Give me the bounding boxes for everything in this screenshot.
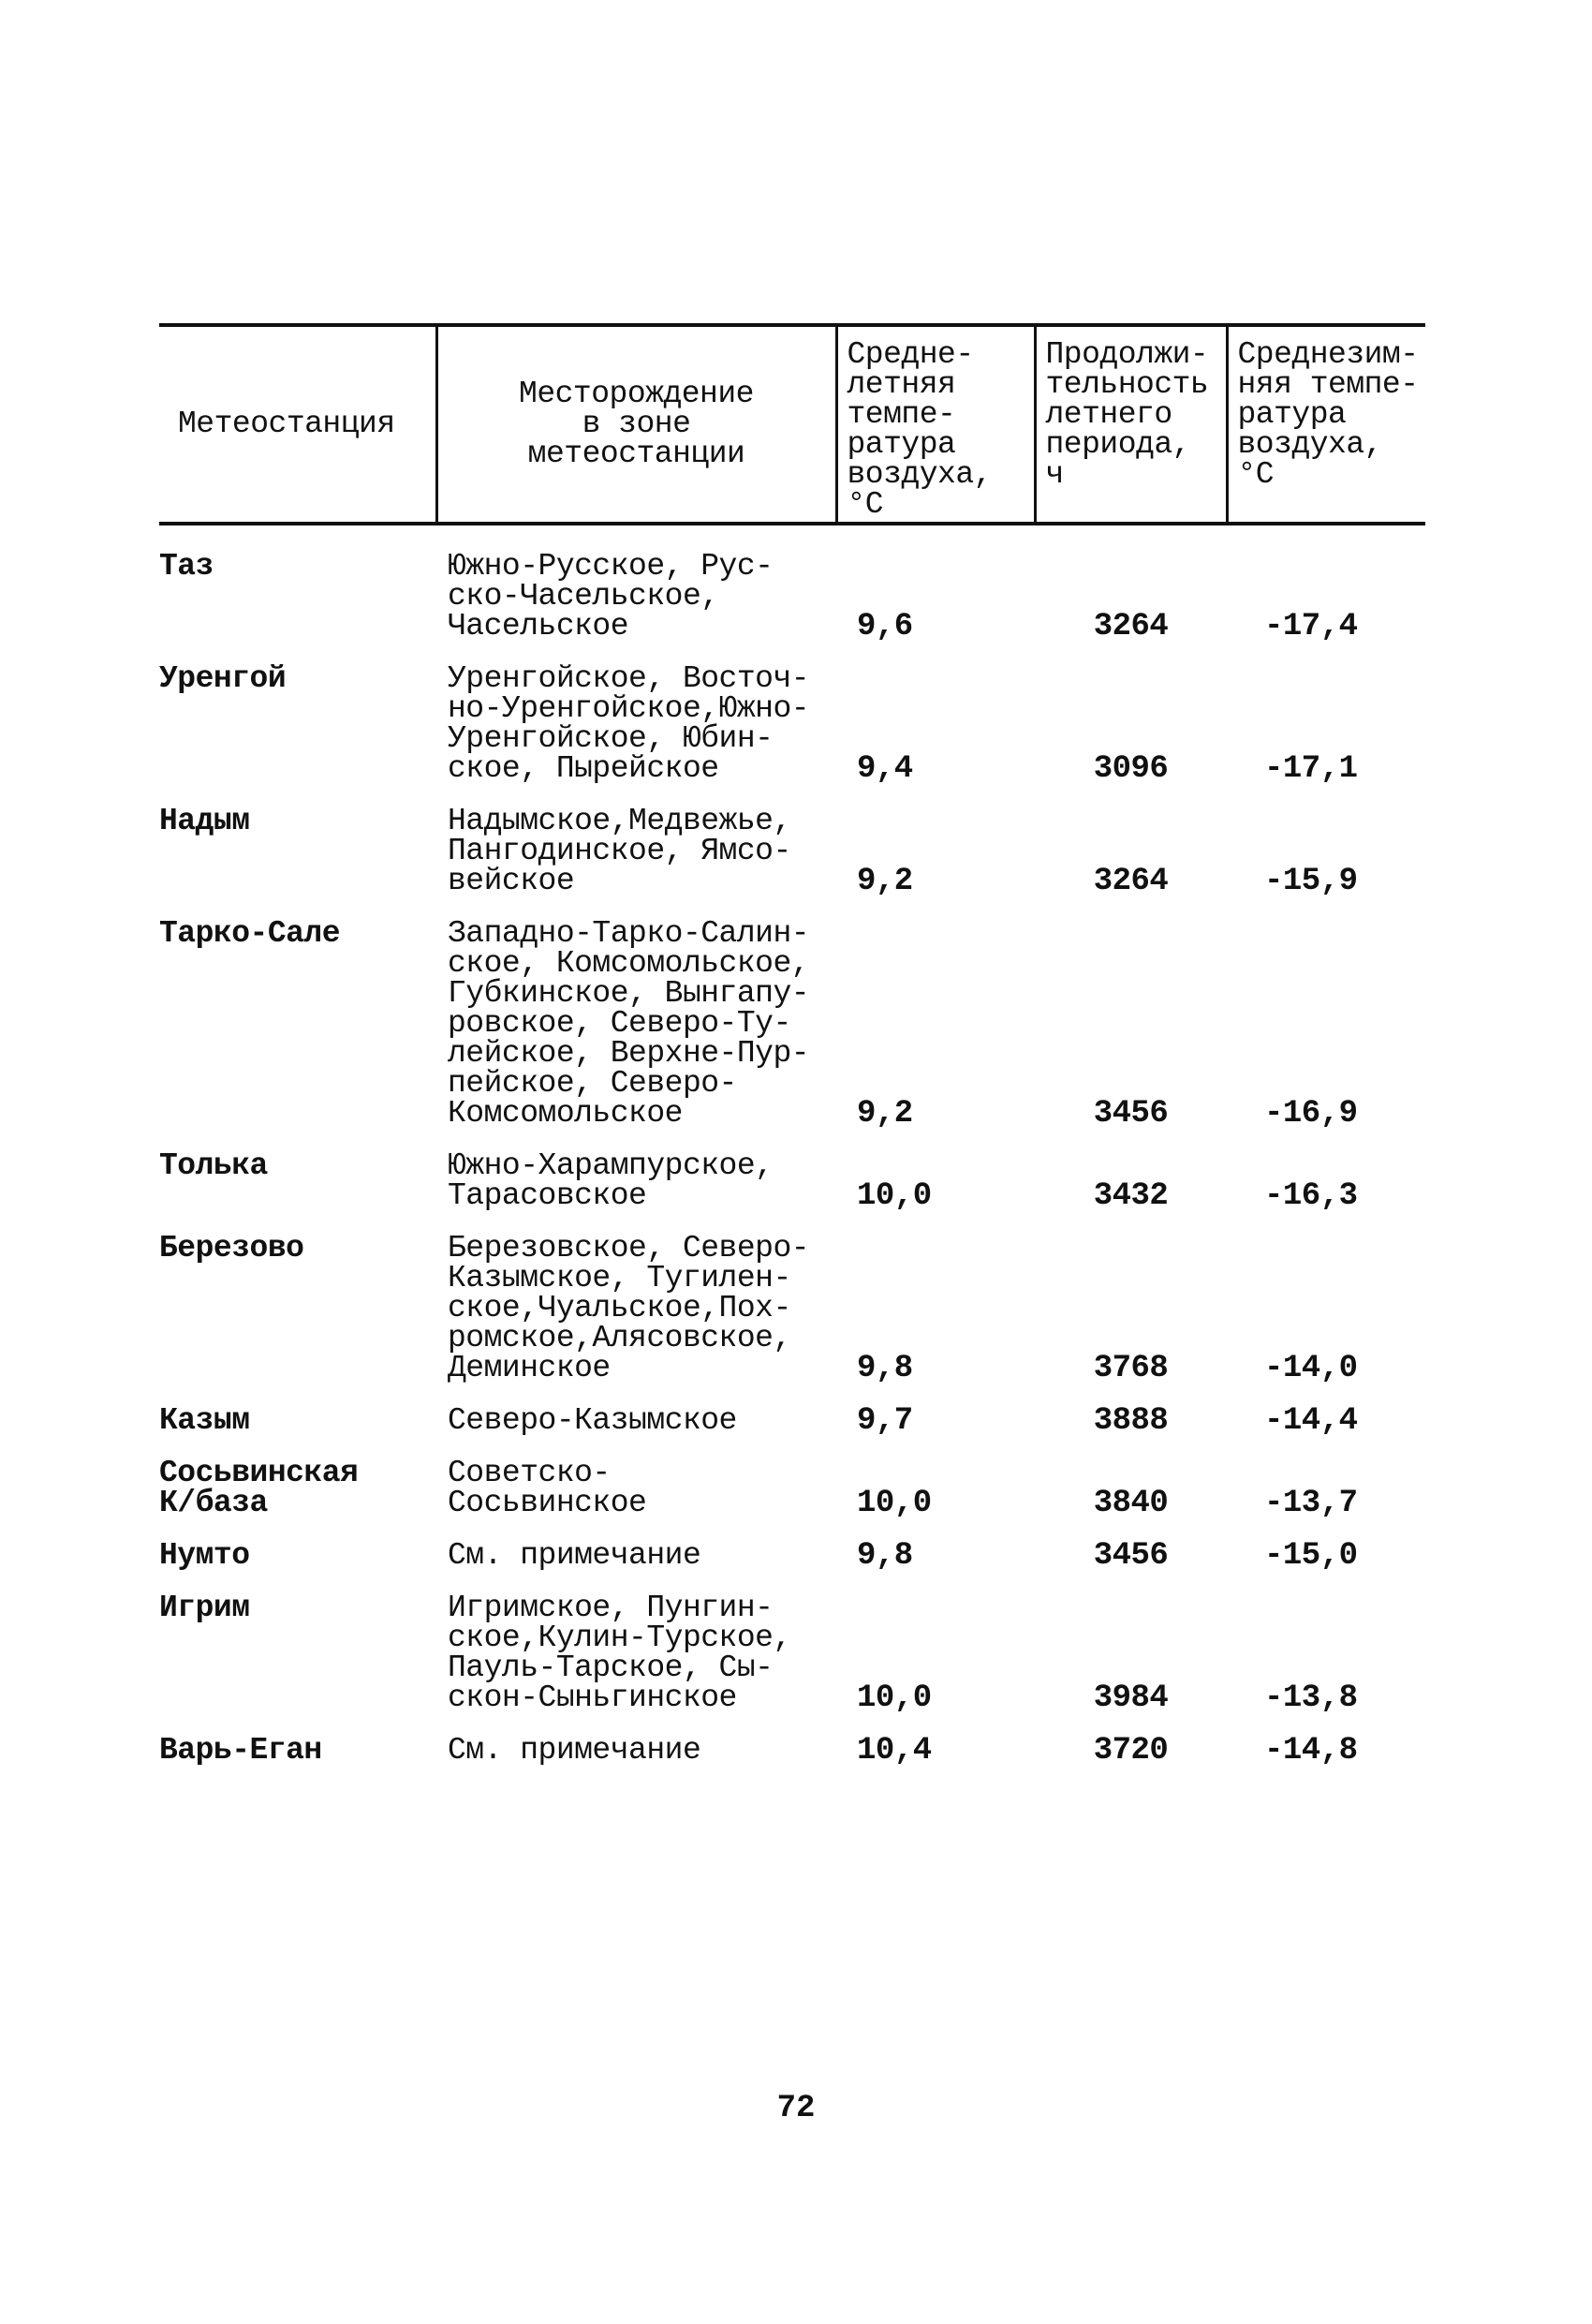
deposit-line: Южно-Русское, Рус- bbox=[448, 549, 774, 584]
header-station bbox=[159, 325, 436, 524]
header-line: воздуха, bbox=[847, 457, 992, 492]
station-name: Нумто bbox=[159, 1538, 250, 1573]
winter-temp-cell: -15,9 bbox=[1264, 864, 1358, 899]
deposit-cell bbox=[436, 1458, 836, 1518]
deposit-line: скон-Сыньгинское bbox=[448, 1680, 737, 1715]
station-name: Толька bbox=[159, 1148, 268, 1183]
winter-temp-cell: -17,1 bbox=[1264, 751, 1358, 787]
winter-temp-cell: -17,4 bbox=[1264, 609, 1358, 644]
summer-temp-cell: 9,8 bbox=[857, 1538, 913, 1574]
deposit-line: Казымское, Тугилен- bbox=[448, 1261, 791, 1295]
station-cell bbox=[159, 804, 436, 896]
deposit-line: Деминское bbox=[448, 1351, 611, 1385]
duration-cell: 3264 bbox=[1093, 864, 1169, 899]
winter-temp-cell: -13,7 bbox=[1264, 1486, 1358, 1521]
duration-cell: 3840 bbox=[1093, 1486, 1169, 1521]
duration-cell: 3264 bbox=[1093, 609, 1169, 644]
deposit-line: ское, Пырейское bbox=[448, 751, 719, 786]
header-line: Среднезим- bbox=[1237, 337, 1419, 372]
table-row bbox=[159, 1406, 1425, 1436]
deposit-line: ское,Чуальское,Пох- bbox=[448, 1291, 791, 1325]
deposit-line: Губкинское, Вынгапу- bbox=[448, 976, 810, 1011]
deposit-line: Пангодинское, Ямсо- bbox=[448, 834, 791, 868]
deposit-line: См. примечание bbox=[448, 1538, 701, 1573]
duration-cell: 3768 bbox=[1093, 1351, 1169, 1386]
page-number: 72 bbox=[776, 2091, 816, 2126]
header-line: воздуха, bbox=[1237, 427, 1382, 462]
deposit-line: Игримское, Пунгин- bbox=[448, 1591, 774, 1625]
winter-temp-cell: -13,8 bbox=[1264, 1680, 1358, 1716]
deposit-line: Западно-Тарко-Салин- bbox=[448, 916, 810, 951]
winter-temp-cell: -16,9 bbox=[1264, 1096, 1358, 1132]
station-name: Тарко-Сале bbox=[159, 916, 341, 951]
station-cell bbox=[159, 1403, 436, 1438]
duration-cell: 3456 bbox=[1093, 1538, 1169, 1574]
deposit-cell bbox=[436, 549, 836, 644]
duration-cell: 3984 bbox=[1093, 1680, 1169, 1716]
header-line: летняя bbox=[847, 367, 956, 402]
deposit-line: Комсомольское bbox=[448, 1096, 683, 1131]
summer-temp-cell: 9,8 bbox=[857, 1351, 913, 1386]
station-cell bbox=[159, 916, 436, 1129]
station-cell bbox=[159, 661, 436, 784]
winter-temp-cell: -15,0 bbox=[1264, 1538, 1358, 1574]
summer-temp-cell: 10,4 bbox=[857, 1733, 932, 1769]
table-row bbox=[159, 919, 1425, 1129]
deposit-line: Березовское, Северо- bbox=[448, 1231, 810, 1266]
header-summer-temp bbox=[836, 325, 1035, 524]
deposit-cell bbox=[436, 1403, 836, 1438]
deposit-line: Уренгойское, Юбин- bbox=[448, 721, 774, 756]
duration-cell: 3096 bbox=[1093, 751, 1169, 787]
header-line: ч bbox=[1045, 457, 1064, 492]
summer-temp-cell: 9,7 bbox=[857, 1403, 913, 1439]
header-duration bbox=[1035, 325, 1227, 524]
deposit-line: Уренгойское, Восточ- bbox=[448, 661, 810, 696]
deposit-line: Часельское bbox=[448, 609, 629, 644]
table-body bbox=[159, 524, 1425, 1769]
deposit-line: пейское, Северо- bbox=[448, 1066, 737, 1101]
deposit-cell bbox=[436, 661, 836, 786]
summer-temp-cell: 10,0 bbox=[857, 1486, 932, 1521]
deposit-line: ромское,Алясовское, bbox=[448, 1321, 791, 1355]
deposit-line: ско-Часельское, bbox=[448, 579, 719, 614]
header-line: Продолжи- bbox=[1045, 337, 1209, 372]
table-row bbox=[159, 1593, 1425, 1713]
deposit-cell bbox=[436, 1593, 836, 1713]
deposit-cell bbox=[436, 1538, 836, 1573]
header-winter-temp bbox=[1227, 325, 1425, 524]
summer-temp-cell: 10,0 bbox=[857, 1178, 932, 1214]
duration-cell: 3432 bbox=[1093, 1178, 1169, 1214]
station-name: Игрим bbox=[159, 1591, 250, 1625]
header-line: Метеостанция bbox=[178, 407, 395, 441]
deposit-line: вейское bbox=[448, 864, 575, 898]
header-line: метеостанции bbox=[527, 437, 745, 471]
meteo-table bbox=[159, 323, 1425, 1769]
header-line: ратура bbox=[847, 427, 956, 462]
header-line: °С bbox=[1237, 457, 1275, 492]
header-line: °С bbox=[847, 487, 884, 522]
header-line: в зоне bbox=[582, 407, 691, 441]
station-name: Варь-Еган bbox=[159, 1733, 322, 1768]
header-line: ратура bbox=[1237, 397, 1347, 432]
station-name: Березово bbox=[159, 1231, 304, 1266]
station-cell bbox=[159, 1593, 436, 1713]
table-row bbox=[159, 1151, 1425, 1211]
deposit-line: Пауль-Тарское, Сы- bbox=[448, 1650, 774, 1685]
deposit-cell bbox=[436, 804, 836, 898]
station-name: Уренгой bbox=[159, 661, 287, 696]
header-line: темпе- bbox=[847, 397, 956, 432]
table-row bbox=[159, 1736, 1425, 1766]
header-line: летнего bbox=[1045, 397, 1172, 432]
table-row bbox=[159, 807, 1425, 896]
deposit-line: См. примечание bbox=[448, 1733, 701, 1768]
station-name: Сосьвинская bbox=[159, 1456, 359, 1490]
station-cell bbox=[159, 549, 436, 642]
header-line: няя темпе- bbox=[1237, 367, 1419, 402]
station-cell bbox=[159, 1538, 436, 1573]
station-cell bbox=[159, 1733, 436, 1768]
deposit-line: Надымское,Медвежье, bbox=[448, 804, 791, 838]
station-name: Таз bbox=[159, 549, 214, 584]
station-cell bbox=[159, 1231, 436, 1384]
summer-temp-cell: 9,6 bbox=[857, 609, 913, 644]
deposit-cell bbox=[436, 1148, 836, 1213]
deposit-line: Северо-Казымское bbox=[448, 1403, 737, 1438]
duration-cell: 3720 bbox=[1093, 1733, 1169, 1769]
station-name: Надым bbox=[159, 804, 250, 838]
deposit-line: Советско- bbox=[448, 1456, 611, 1490]
winter-temp-cell: -16,3 bbox=[1264, 1178, 1358, 1214]
winter-temp-cell: -14,8 bbox=[1264, 1733, 1358, 1769]
winter-temp-cell: -14,0 bbox=[1264, 1351, 1358, 1386]
station-cell bbox=[159, 1148, 436, 1211]
deposit-line: но-Уренгойское,Южно- bbox=[448, 691, 810, 726]
deposit-line: лейское, Верхне-Пур- bbox=[448, 1036, 810, 1071]
header-line: периода, bbox=[1045, 427, 1190, 462]
deposit-cell bbox=[436, 1733, 836, 1768]
deposit-line: Южно-Харампурское, bbox=[448, 1148, 774, 1183]
table-header bbox=[159, 325, 1425, 524]
station-name: Казым bbox=[159, 1403, 250, 1438]
winter-temp-cell: -14,4 bbox=[1264, 1403, 1358, 1439]
duration-cell: 3456 bbox=[1093, 1096, 1169, 1132]
deposit-line: Тарасовское bbox=[448, 1178, 647, 1213]
table-row bbox=[159, 1458, 1425, 1518]
duration-cell: 3888 bbox=[1093, 1403, 1169, 1439]
summer-temp-cell: 10,0 bbox=[857, 1680, 932, 1716]
deposit-cell bbox=[436, 916, 836, 1131]
deposit-line: Сосьвинское bbox=[448, 1486, 647, 1520]
table-row bbox=[159, 1234, 1425, 1384]
table-row bbox=[159, 1541, 1425, 1571]
header-deposit bbox=[436, 325, 836, 524]
deposit-cell bbox=[436, 1231, 836, 1385]
header-line: Среднe- bbox=[847, 337, 974, 372]
deposit-line: ское, Комсомольское, bbox=[448, 946, 810, 981]
summer-temp-cell: 9,4 bbox=[857, 751, 913, 787]
table-row bbox=[159, 552, 1425, 642]
station-cell bbox=[159, 1458, 436, 1518]
header-line: Месторождение bbox=[519, 377, 754, 411]
summer-temp-cell: 9,2 bbox=[857, 864, 913, 899]
table-row bbox=[159, 664, 1425, 784]
header-line: тельность bbox=[1045, 367, 1209, 402]
deposit-line: ровское, Северо-Ту- bbox=[448, 1006, 791, 1041]
summer-temp-cell: 9,2 bbox=[857, 1096, 913, 1132]
station-name: К/база bbox=[159, 1486, 268, 1520]
deposit-line: ское,Кулин-Турское, bbox=[448, 1621, 791, 1655]
